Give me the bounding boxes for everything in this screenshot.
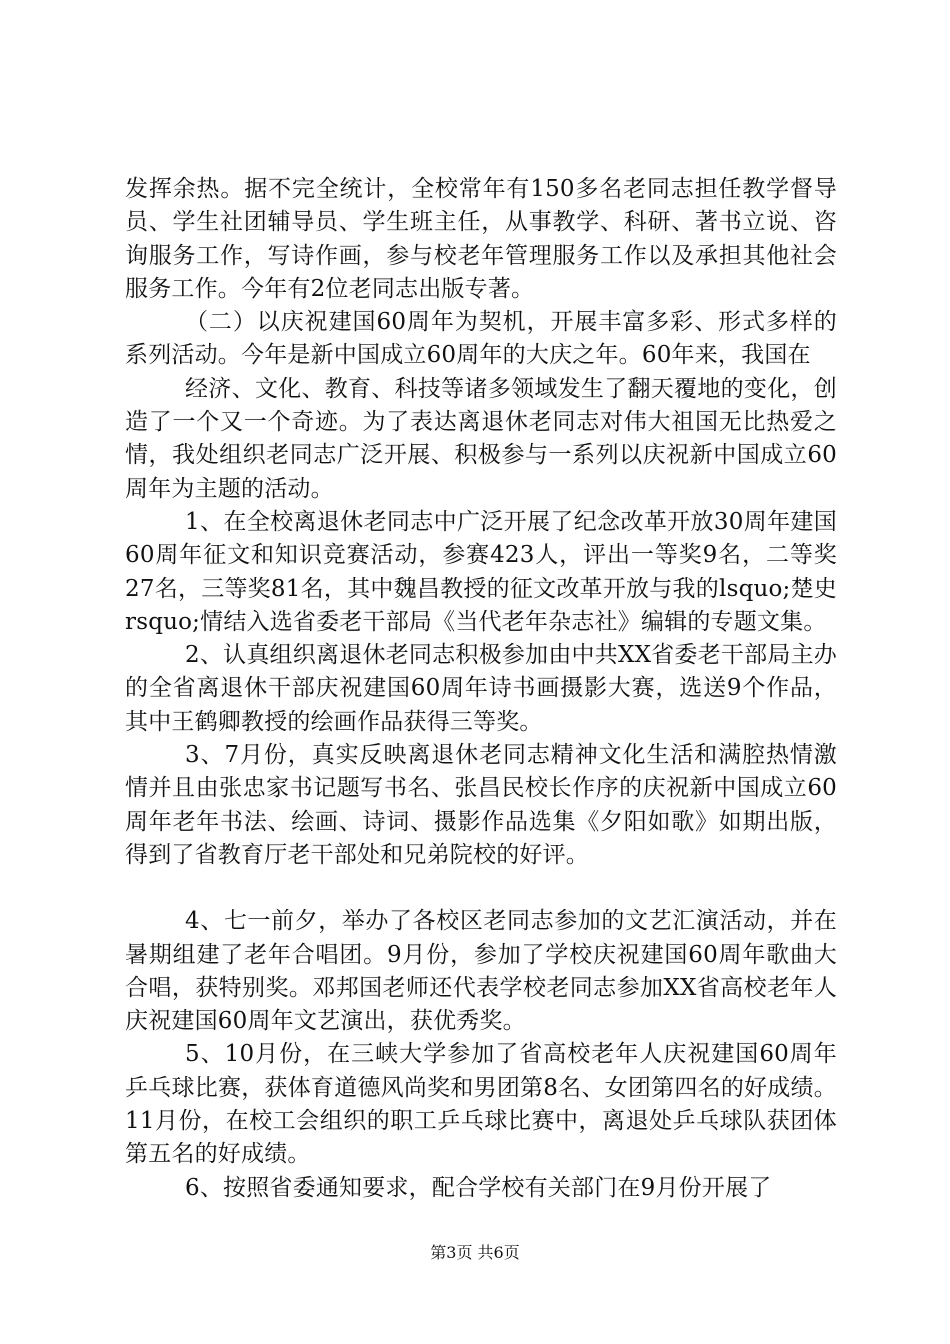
paragraph-continuation: 发挥余热。据不完全统计，全校常年有150多名老同志担任教学督导员、学生社团辅导员、学生班主任，从事教学、科研、著书立说、咨询服务工作，写诗作画，参与校老年管理服务工作以及承担其他社会服务工作。今年有2位老同志出版专著。 — [125, 176, 837, 302]
document-body — [125, 173, 837, 1205]
paragraph-spacer — [125, 872, 837, 905]
paragraph-item-6: 6、按照省委通知要求，配合学校有关部门在9月份开展了 — [185, 1174, 772, 1201]
paragraph-section-two: （二）以庆祝建国60周年为契机，开展丰富多彩、形式多样的系列活动。今年是新中国成立60周年的大庆之年。60年来，我国在 — [125, 309, 837, 369]
paragraph-item-2: 2、认真组织离退休老同志积极参加由中共XX省委老干部局主办的全省离退休干部庆祝建国60周年诗书画摄影大赛，选送9个作品，其中王鹤卿教授的绘画作品获得三等奖。 — [125, 642, 837, 735]
paragraph-item-4: 4、七一前夕，举办了各校区老同志参加的文艺汇演活动，并在暑期组建了老年合唱团。9月份，参加了学校庆祝建国60周年歌曲大合唱，获特别奖。邓邦国老师还代表学校老同志参加XX省高校老年人庆祝建国60周年文艺演出，获优秀奖。 — [125, 908, 837, 1035]
paragraph-item-3: 3、7月份，真实反映离退休老同志精神文化生活和满腔热情激情并且由张忠家书记题写书名、张昌民校长作序的庆祝新中国成立60周年老年书法、绘画、诗词、摄影作品选集《夕阳如歌》如期出版，得到了省教育厅老干部处和兄弟院校的好评。 — [125, 742, 837, 868]
page-number-footer: 第3页 共6页 — [430, 1243, 520, 1262]
paragraph-item-5: 5、10月份，在三峡大学参加了省高校老年人庆祝建国60周年乒乓球比赛，获体育道德风尚奖和男团第8名、女团第四名的好成绩。11月份，在校工会组织的职工乒乓球比赛中，离退处乒乓球队获团体第五名的好成绩。 — [125, 1041, 837, 1168]
paragraph-item-1: 1、在全校离退休老同志中广泛开展了纪念改革开放30周年建国60周年征文和知识竞赛活动，参赛423人，评出一等奖9名，二等奖27名，三等奖81名，其中魏昌教授的征文改革开放与我的lsquo;楚史rsquo;情结入选省委老干部局《当代老年杂志社》编辑的专题文集。 — [125, 508, 837, 635]
paragraph-achievements: 经济、文化、教育、科技等诸多领域发生了翻天覆地的变化，创造了一个又一个奇迹。为了表达离退休老同志对伟大祖国无比热爱之情，我处组织老同志广泛开展、积极参与一系列以庆祝新中国成立60周年为主题的活动。 — [125, 375, 837, 502]
